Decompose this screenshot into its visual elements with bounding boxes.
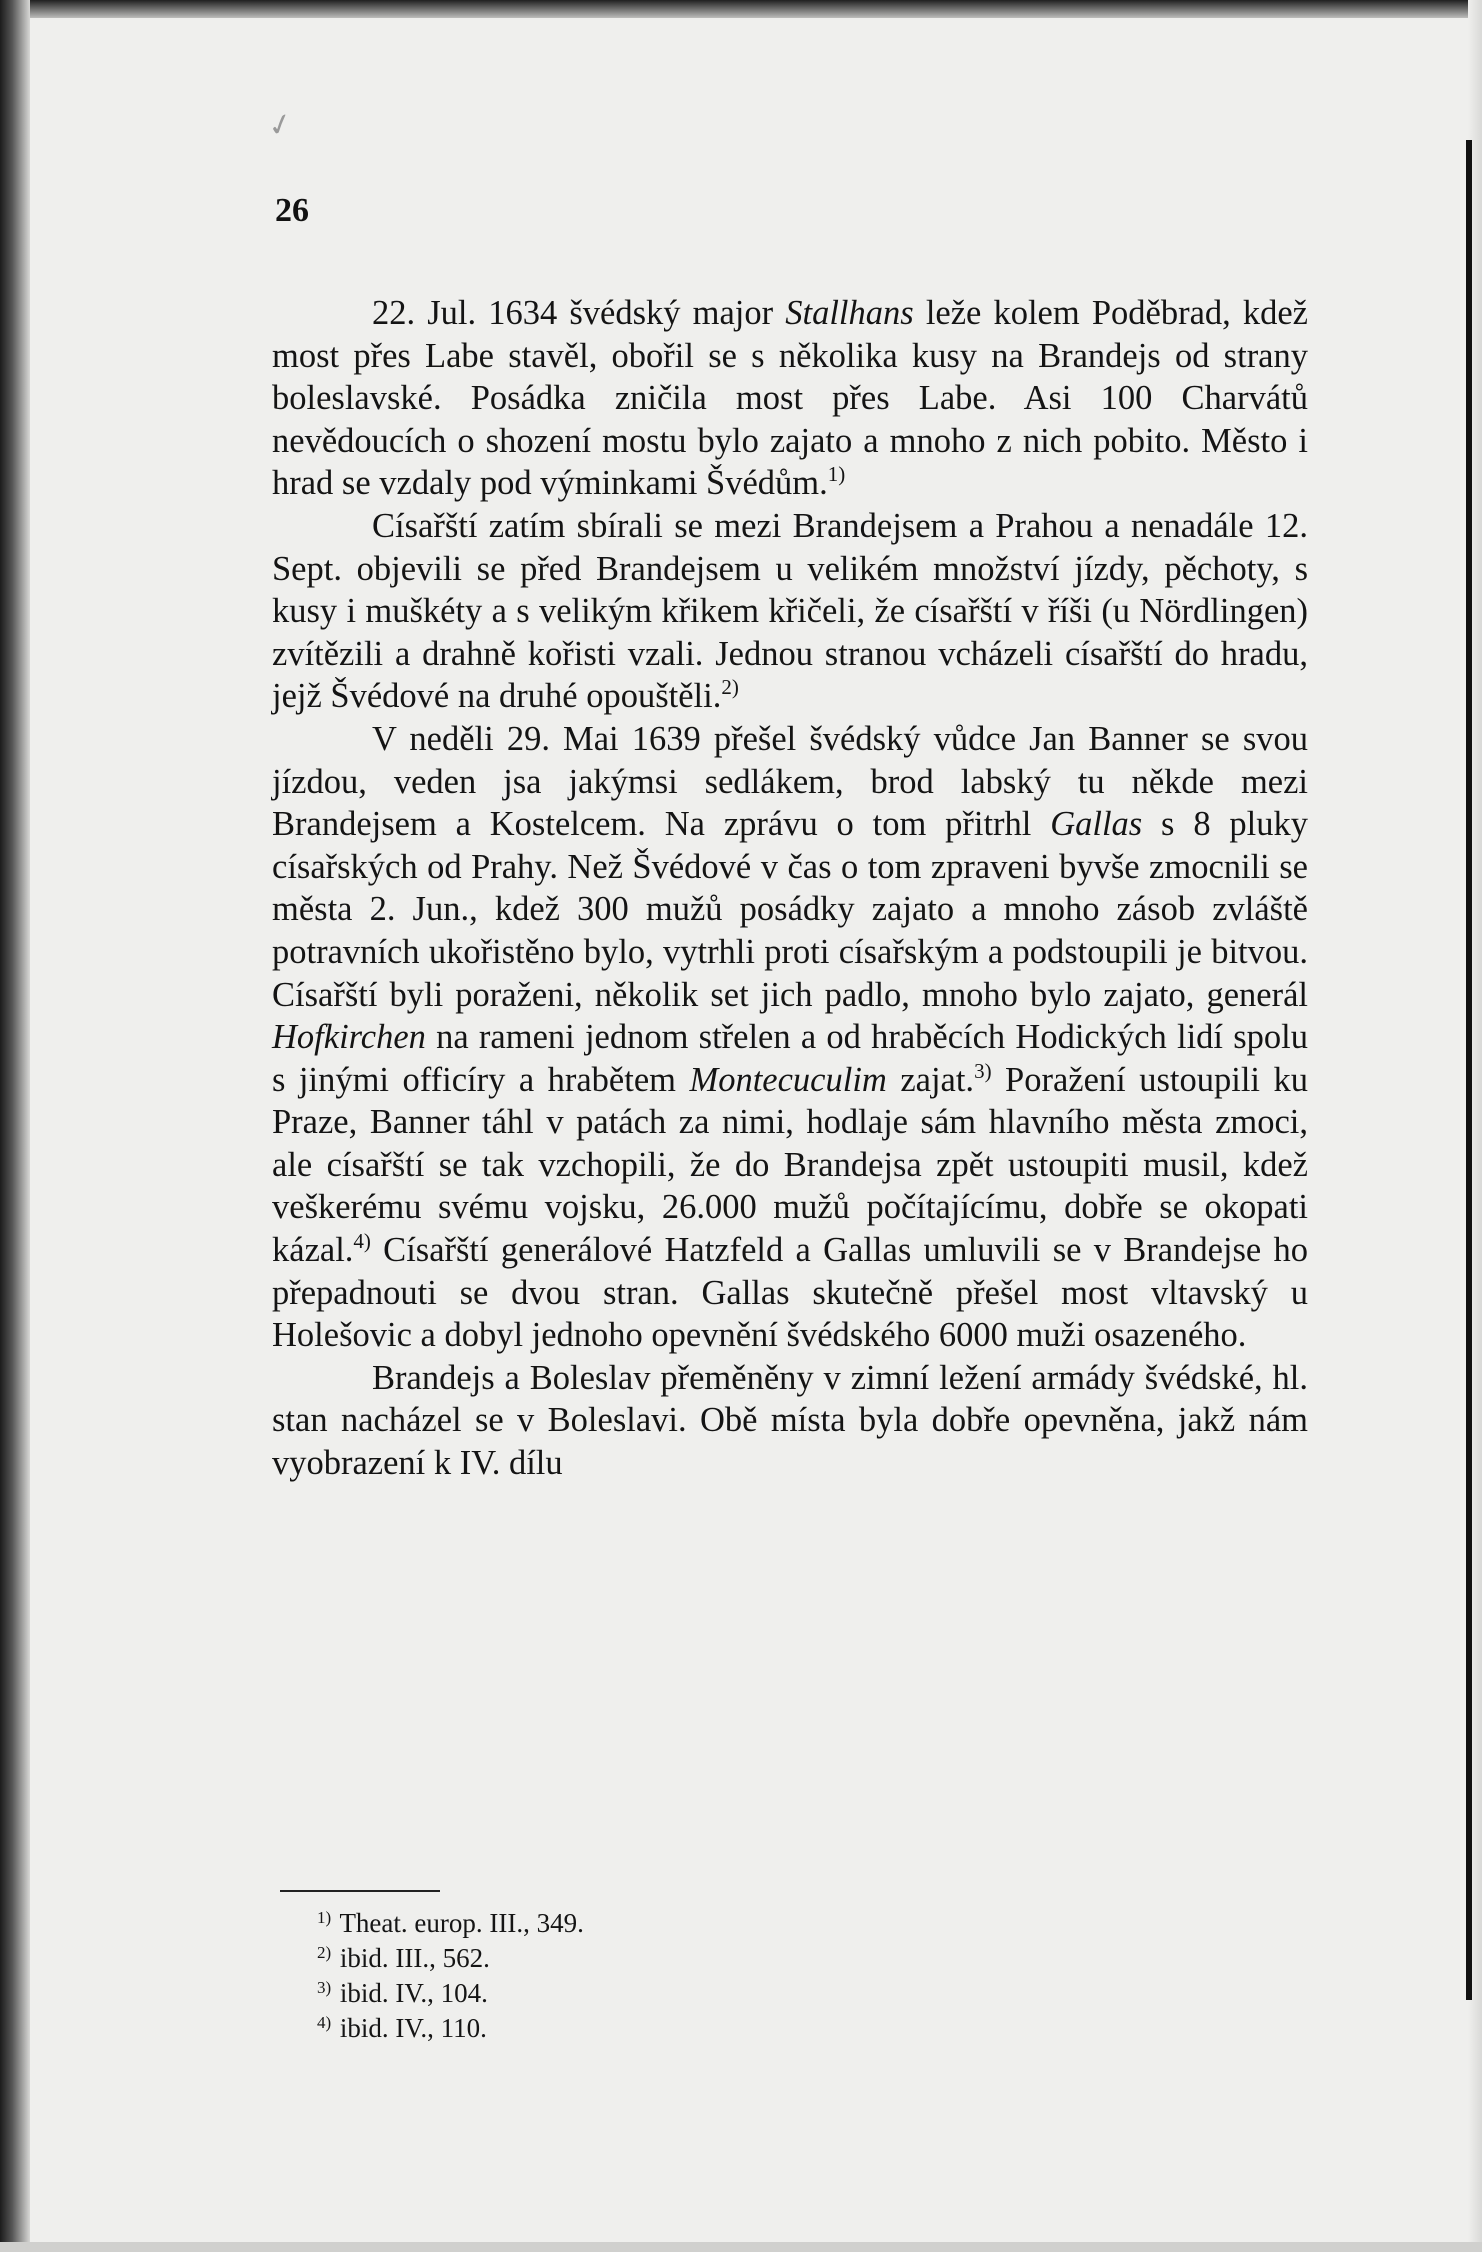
text-run: Císařští generálové Hatzfeld a Gallas umluvili se v Brandejse ho přepadnouti se dvou stran. Gallas skutečně přešel most vltavský u Holešovic a dobyl jednoho opevnění švédského 6000 muži osazeného. [272, 1231, 1308, 1355]
text-run: zajat. [886, 1060, 975, 1099]
paragraph [272, 1357, 1308, 1485]
footnote-divider [280, 1890, 440, 1892]
footnotes [317, 1906, 584, 2046]
footnote [317, 1906, 584, 1941]
footnote-text: Theat. europ. III., 349. [339, 1908, 584, 1938]
paragraph [272, 718, 1308, 1357]
footnote-text: ibid. IV., 104. [339, 1978, 488, 2008]
paragraph [272, 292, 1308, 505]
footnote-reference: 3) [974, 1058, 992, 1083]
footnote [317, 1941, 584, 1976]
body-text [272, 292, 1308, 1485]
footnote [317, 2011, 584, 2046]
page-number: 26 [275, 192, 309, 229]
footnote-reference: 2) [721, 675, 739, 700]
scan-edge-top [0, 0, 1482, 18]
footnote-text: ibid. III., 562. [339, 1943, 490, 1973]
text-run: na rameni jednom střelen a od hraběcích Hodických lidí spolu s jinými officíry a hrabětem [272, 1018, 1308, 1099]
text-run: Poražení ustoupili ku Praze, Banner táhl v patách za nimi, hodlaje sám hlavního města zmoci, ale císařští se tak vzchopili, že do Brandejsa zpět ustoupiti musil, kdež veškerému svému vojsku, 26.000 mužů počítajícímu, dobře se okopati kázal. [272, 1060, 1309, 1270]
footnote [317, 1976, 584, 2011]
italic-name: Hofkirchen [272, 1018, 426, 1057]
footnote-text: ibid. IV., 110. [339, 2013, 487, 2043]
text-run: 22. Jul. 1634 švédský major [372, 294, 786, 332]
text-run: leže kolem Poděbrad, kdež most přes Labe stavěl, obořil se s několika kusy na Brandejs od strany boleslavské. Posádka zničila most přes Labe. Asi 100 Charvátů nevědoucích o shození mostu bylo zajato a mnoho z nich pobito. Město i hrad se vzdaly pod výminkami Švédům. [272, 294, 1308, 503]
text-run: Císařští zatím sbírali se mezi Brandejsem a Prahou a nenadále 12. Sept. objevili se před Brandejsem u velikém množství jízdy, pěchoty, s kusy i muškéty a s velikým křikem křičeli, že císařští v říši (u Nördlingen) zvítězili a drahně kořisti vzali. Jednou stranou vcházeli císařští do hradu, jejž Švédové na druhé opouštěli. [272, 506, 1308, 716]
italic-name: Stallhans [785, 294, 914, 332]
text-run: s 8 pluky císařských od Prahy. Než Švédové v čas o tom zpraveni byvše zmocnili se města 2. Jun., kdež 300 mužů posádky zajato a mnoho zásob zvláště potravních ukořistěno bylo, vytrhli proti císařským a podstoupili je bitvou. Císařští byli poraženi, několik set jich padlo, mnoho bylo zajato, generál [272, 805, 1308, 1014]
footnote-mark: 1) [317, 1908, 332, 1927]
footnote-reference: 1) [827, 462, 846, 487]
text-run: Brandejs a Boleslav přeměněny v zimní ležení armády švédské, hl. stan nacházel se v Boleslavi. Obě místa byla dobře opevněna, jakž nám vyobrazení k IV. dílu [272, 1358, 1308, 1483]
italic-name: Gallas [1050, 805, 1143, 844]
scan-edge-left [0, 0, 30, 2252]
italic-name: Montecuculim [689, 1060, 887, 1099]
footnote-mark: 2) [317, 1943, 332, 1962]
page-fold-shadow [1466, 140, 1472, 2000]
text-run: V neděli 29. Mai 1639 přešel švédský vůdce Jan Banner se svou jízdou, veden jsa jakýmsi sedlákem, brod labský tu někde mezi Brandejsem a Kostelcem. Na zprávu o tom přitrhl [272, 719, 1308, 844]
footnote-mark: 4) [317, 2013, 332, 2032]
paragraph [272, 505, 1308, 718]
footnote-mark: 3) [317, 1978, 332, 1997]
footnote-reference: 4) [353, 1229, 371, 1254]
scan-edge-bottom [0, 2242, 1482, 2252]
stray-pencil-mark: ✓ [264, 106, 297, 145]
